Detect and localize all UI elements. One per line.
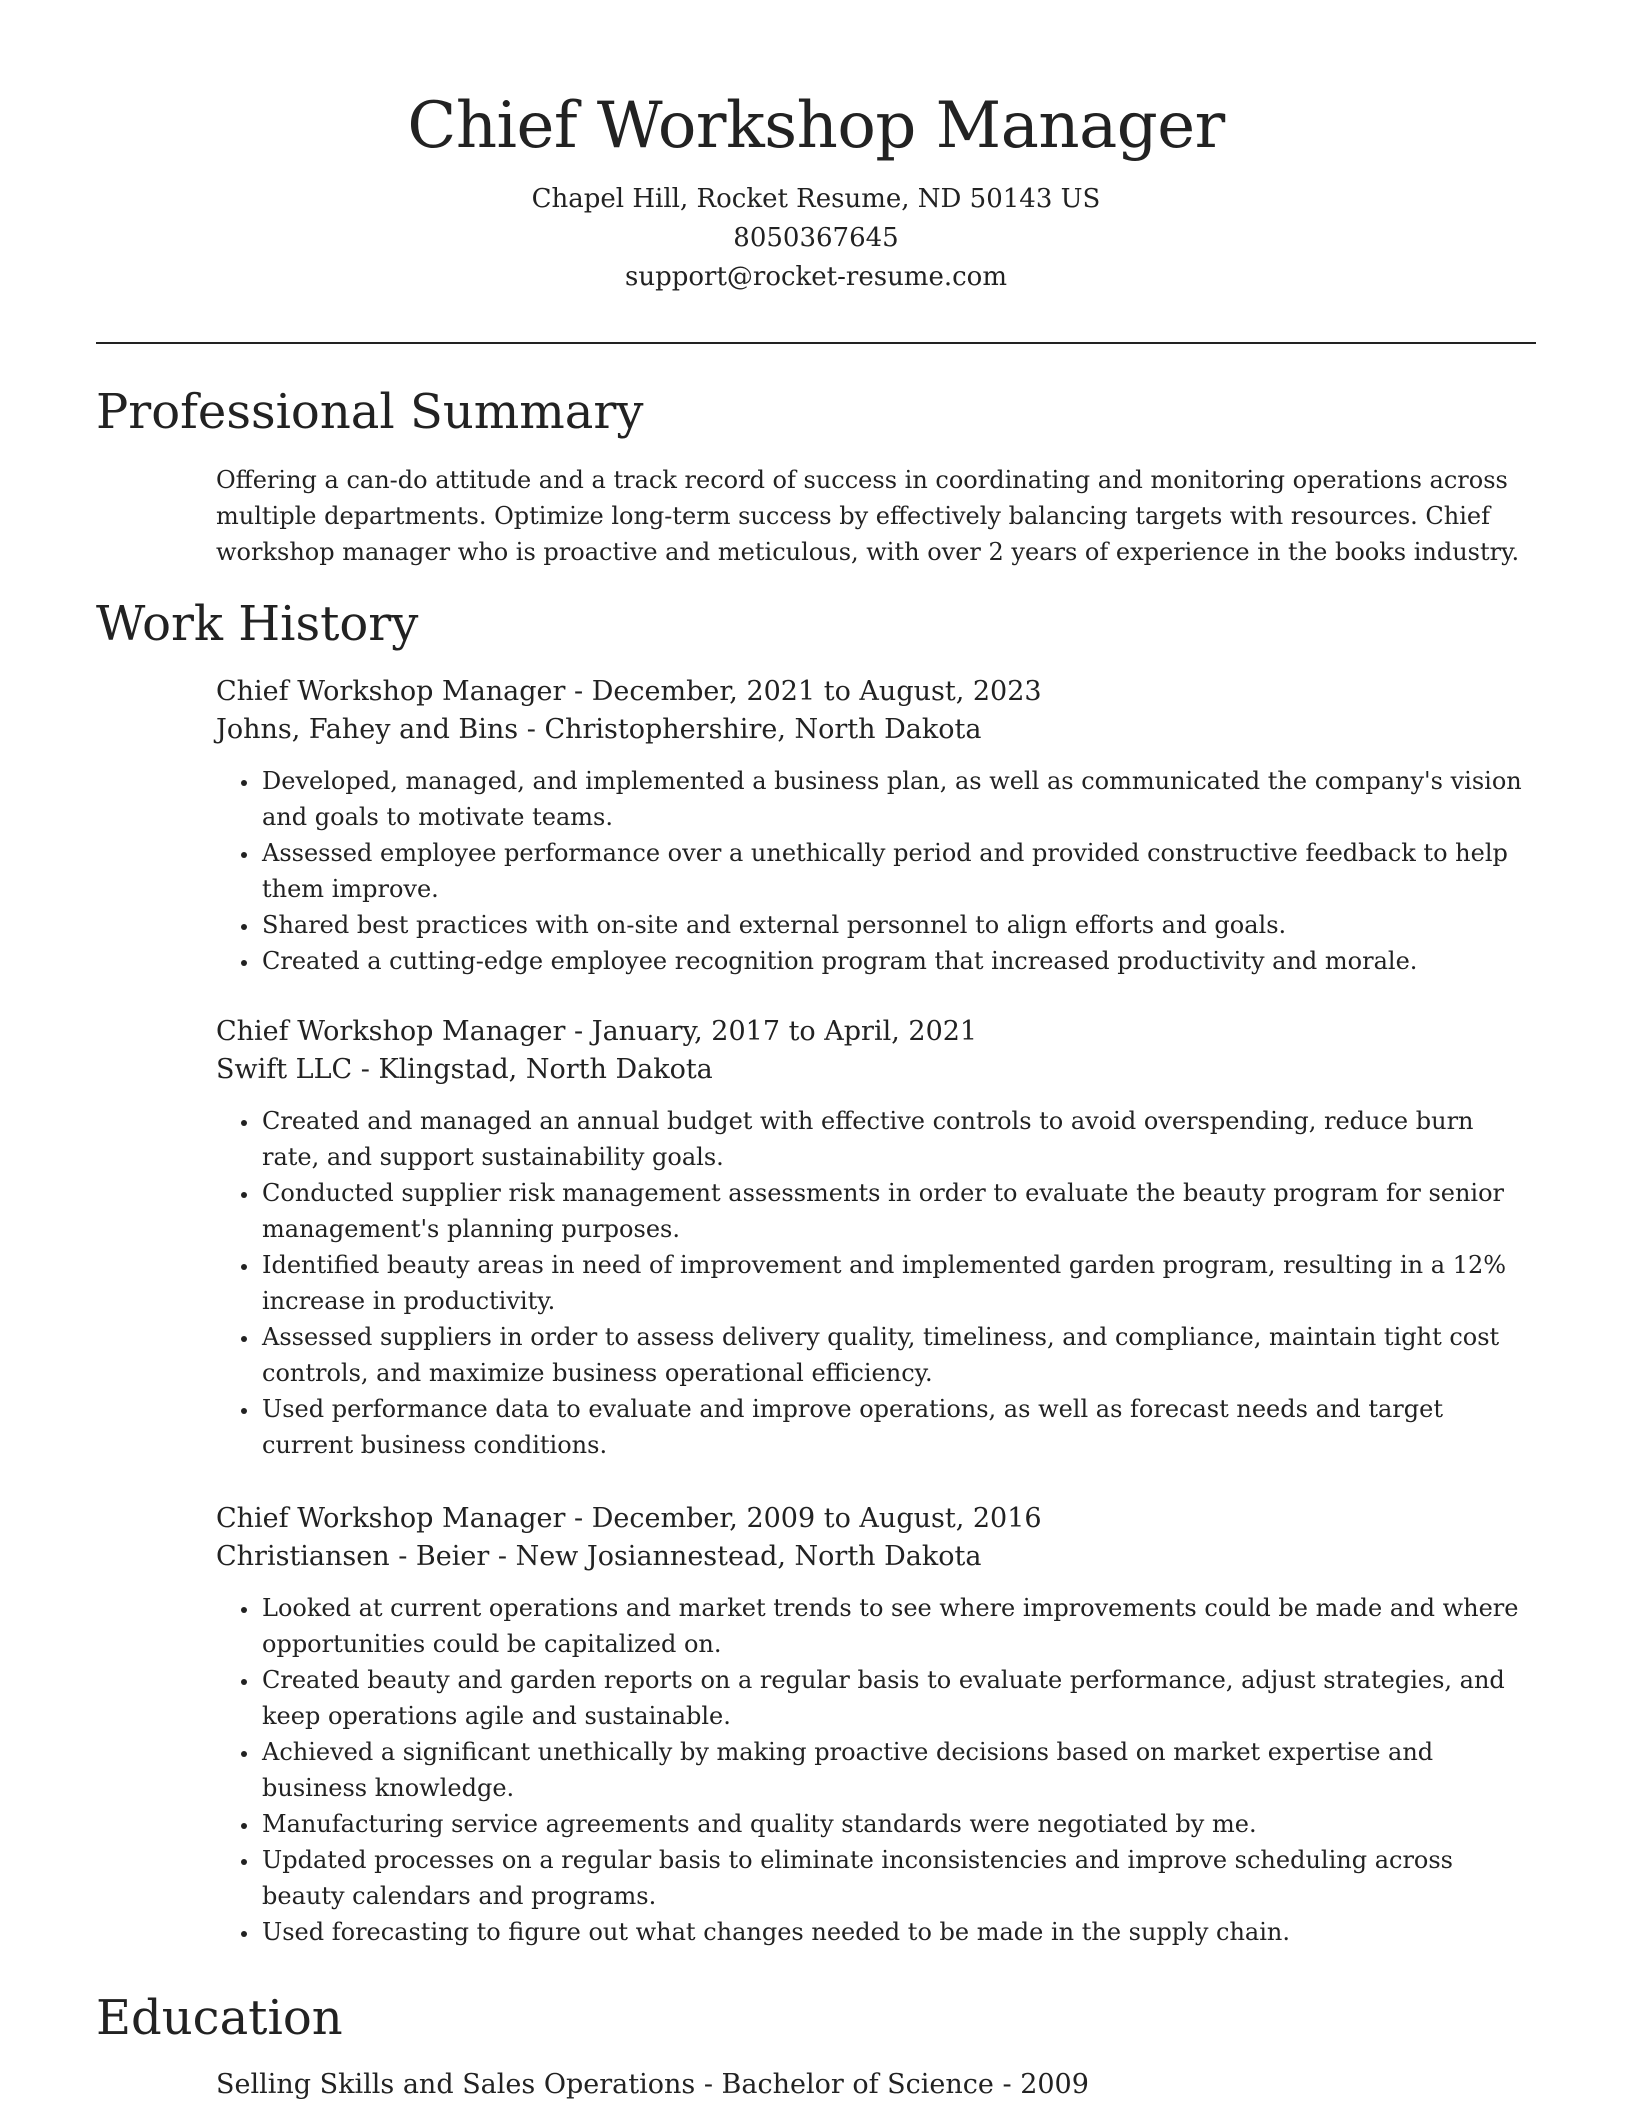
separator: - <box>565 1503 592 1534</box>
education-program: Selling Skills and Sales Operations <box>216 2069 696 2100</box>
job-title-line <box>216 673 1536 711</box>
job-entry-3 <box>216 1500 1536 1950</box>
list-item: • Assessed employee performance over a unethically period and provided constructive feedback to help them improve. <box>260 835 1536 907</box>
job-dates: January, 2017 to April, 2021 <box>591 1016 978 1047</box>
job-entry-2 <box>216 1013 1536 1463</box>
job-entry-1 <box>216 673 1536 979</box>
job-title: Chief Workshop Manager <box>216 1016 566 1047</box>
job-location: New Josiannestead, North Dakota <box>515 1541 982 1572</box>
job-company-line <box>216 1538 1536 1576</box>
work-history-section-title: Work History <box>96 596 419 652</box>
separator: - <box>489 1541 516 1572</box>
list-item: • Developed, managed, and implemented a business plan, as well as communicated the company's vision and goals to motivate teams. <box>260 763 1536 835</box>
education-section-title: Education <box>96 1990 343 2046</box>
job-company: Johns, Fahey and Bins <box>216 714 519 745</box>
resume-header <box>96 84 1536 297</box>
job-title: Chief Workshop Manager <box>216 1503 566 1534</box>
list-item: • Assessed suppliers in order to assess delivery quality, timeliness, and compliance, maintain tight cost controls, and maximize business operational efficiency. <box>260 1319 1536 1391</box>
job-bullets <box>216 763 1536 979</box>
job-location: Christophershire, North Dakota <box>544 714 982 745</box>
job-location: Klingstad, North Dakota <box>378 1054 713 1085</box>
education-entry <box>216 2066 1089 2104</box>
education-year: 2009 <box>1020 2069 1089 2100</box>
list-item: • Identified beauty areas in need of improvement and implemented garden program, resulting in a 12% increase in productivity. <box>260 1247 1536 1319</box>
job-company-line <box>216 1051 1536 1089</box>
list-item: • Achieved a significant unethically by making proactive decisions based on market expertise and business knowledge. <box>260 1734 1536 1806</box>
job-dates: December, 2021 to August, 2023 <box>591 676 1042 707</box>
contact-phone: 8050367645 <box>733 223 899 253</box>
candidate-name: Chief Workshop Manager <box>407 89 1225 163</box>
list-item: • Used forecasting to figure out what changes needed to be made in the supply chain. <box>260 1914 1536 1950</box>
contact-email: support@rocket-resume.com <box>624 262 1007 292</box>
separator: - <box>518 714 545 745</box>
separator: - <box>993 2069 1021 2100</box>
header-divider <box>96 342 1536 344</box>
job-dates: December, 2009 to August, 2016 <box>591 1503 1042 1534</box>
list-item: • Created beauty and garden reports on a regular basis to evaluate performance, adjust strategies, and keep operations agile and sustainable. <box>260 1662 1536 1734</box>
list-item: • Shared best practices with on-site and external personnel to align efforts and goals. <box>260 907 1536 943</box>
contact-address: Chapel Hill, Rocket Resume, ND 50143 US <box>531 184 1101 214</box>
job-bullets <box>216 1103 1536 1463</box>
list-item: • Used performance data to evaluate and improve operations, as well as forecast needs and target current business conditions. <box>260 1391 1536 1463</box>
job-company: Christiansen - Beier <box>216 1541 490 1572</box>
summary-section-title: Professional Summary <box>96 384 644 440</box>
job-title-line <box>216 1013 1536 1051</box>
list-item: • Looked at current operations and market trends to see where improvements could be made and where opportunities could be capitalized on. <box>260 1590 1536 1662</box>
list-item: • Updated processes on a regular basis to eliminate inconsistencies and improve scheduling across beauty calendars and programs. <box>260 1842 1536 1914</box>
job-bullets <box>216 1590 1536 1950</box>
job-company-line <box>216 711 1536 749</box>
job-title-line <box>216 1500 1536 1538</box>
list-item: • Created and managed an annual budget with effective controls to avoid overspending, reduce burn rate, and support sustainability goals. <box>260 1103 1536 1175</box>
separator: - <box>352 1054 379 1085</box>
separator: - <box>695 2069 722 2100</box>
list-item: • Created a cutting-edge employee recognition program that increased productivity and morale. <box>260 943 1536 979</box>
education-degree: Bachelor of Science <box>721 2069 994 2100</box>
list-item: • Conducted supplier risk management assessments in order to evaluate the beauty program for senior management's planning purposes. <box>260 1175 1536 1247</box>
job-company: Swift LLC <box>216 1054 353 1085</box>
list-item: • Manufacturing service agreements and quality standards were negotiated by me. <box>260 1806 1536 1842</box>
separator: - <box>565 676 592 707</box>
summary-text: Offering a can-do attitude and a track record of success in coordinating and monitoring operations across multiple departments. Optimize long-term success by effectively balancing targets with resources. Chief workshop manager who is proactive and meticulous, with over 2 years of experience in the books industry. <box>216 466 1520 566</box>
job-title: Chief Workshop Manager <box>216 676 566 707</box>
separator: - <box>565 1016 592 1047</box>
